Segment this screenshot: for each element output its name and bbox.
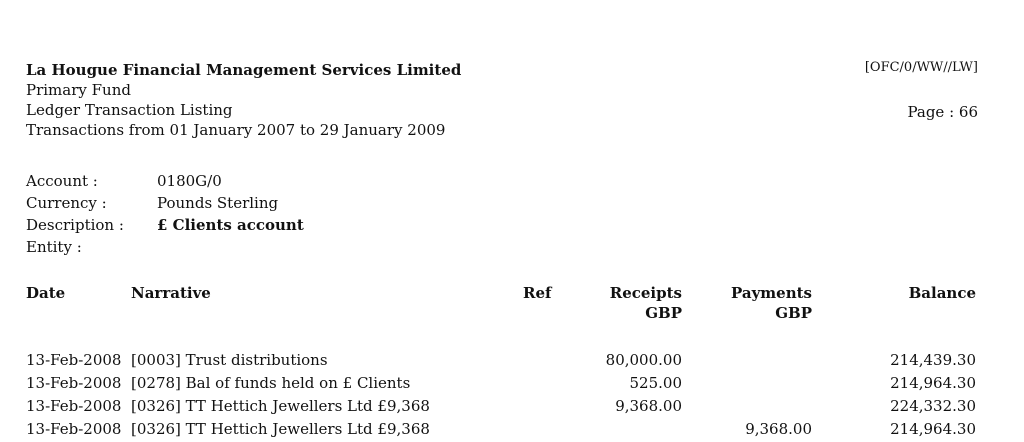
account-value: 0180G/0: [157, 172, 222, 190]
row-date: 13-Feb-2008: [26, 397, 122, 415]
row-receipts: 80,000.00: [605, 351, 682, 369]
report-title: Ledger Transaction Listing: [26, 101, 233, 119]
row-date: 13-Feb-2008: [26, 420, 122, 438]
row-date: 13-Feb-2008: [26, 374, 122, 392]
header-balance: Balance: [908, 284, 976, 302]
description-row: [26, 214, 304, 236]
row-balance: 214,964.30: [890, 374, 976, 392]
reference-code: [OFC/0/WW//LW]: [864, 60, 978, 75]
row-balance: 214,439.30: [890, 351, 976, 369]
table-row: [0, 350, 1024, 373]
fund-name: Primary Fund: [26, 81, 131, 99]
row-date: 13-Feb-2008: [26, 351, 122, 369]
row-narrative: [0326] TT Hettich Jewellers Ltd £9,368: [131, 397, 430, 415]
header-receipts-label: Receipts: [609, 284, 682, 302]
description-value: £ Clients account: [157, 216, 304, 234]
header-narrative: Narrative: [131, 284, 211, 302]
row-receipts: 525.00: [629, 374, 682, 392]
currency-label: Currency :: [26, 194, 107, 212]
currency-row: [26, 192, 304, 214]
entity-row: [26, 236, 304, 258]
account-row: [26, 170, 304, 192]
header-date: Date: [26, 284, 66, 302]
transaction-rows: [0, 350, 1024, 442]
account-details: [26, 170, 304, 258]
header-receipts-currency: GBP: [645, 304, 682, 322]
header-payments: [731, 283, 812, 323]
report-header: [26, 60, 461, 140]
company-name: La Hougue Financial Management Services Limited: [26, 61, 462, 79]
report-period: Transactions from 01 January 2007 to 29 January 2009: [26, 121, 446, 139]
table-row: [0, 396, 1024, 419]
header-payments-label: Payments: [730, 284, 812, 302]
header-ref: Ref: [523, 284, 552, 302]
row-narrative: [0326] TT Hettich Jewellers Ltd £9,368: [131, 420, 430, 438]
account-label: Account :: [26, 172, 98, 190]
header-payments-currency: GBP: [775, 304, 812, 322]
currency-value: Pounds Sterling: [157, 194, 279, 212]
row-balance: 214,964.30: [890, 420, 976, 438]
row-narrative: [0003] Trust distributions: [131, 351, 328, 369]
header-receipts: [610, 283, 682, 323]
row-balance: 224,332.30: [890, 397, 976, 415]
entity-label: Entity :: [26, 238, 82, 256]
description-label: Description :: [26, 216, 124, 234]
page-number: Page : 66: [907, 103, 978, 121]
table-row: [0, 419, 1024, 442]
table-row: [0, 373, 1024, 396]
row-payments: 9,368.00: [745, 420, 812, 438]
row-narrative: [0278] Bal of funds held on £ Clients: [131, 374, 411, 392]
row-receipts: 9,368.00: [615, 397, 682, 415]
